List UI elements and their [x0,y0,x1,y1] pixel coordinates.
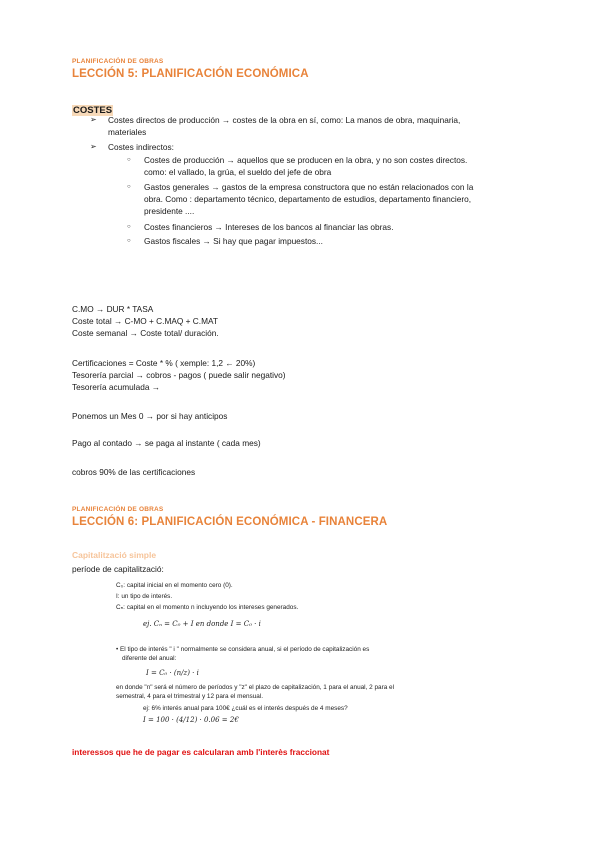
sub-list-item [144,181,544,217]
lesson6-title: LECCIÓN 6: PLANIFICACIÓN ECONÓMICA - FINANCERA [72,516,388,528]
list-item [108,141,174,153]
example-line: ej: 6% interés anual para 100€ ¿cuál es el interés después de 4 meses? [143,705,348,712]
certification-notes [72,357,286,393]
capitalizacion-heading: Capitalització simple [72,550,157,560]
periodo-label: període de capitalització: [72,564,164,574]
formula-line: Coste total → C-MO + C.MAQ + C.MAT [72,316,218,326]
list-item-line: Costes de producción → aquellos que se producen en la obra, y no son costes directos. [144,155,468,165]
mes0-note: Ponemos un Mes 0 → por si hay anticipos [72,411,228,421]
section1-kicker: PLANIFICACIÓN DE OBRAS [72,58,164,65]
list-item-line: Costes directos de producción → costes de la obra en sí, como: La manos de obra, maquinaria, [108,115,461,125]
formula-line: C.MO → DUR * TASA [72,304,154,314]
red-note: interessos que he de pagar es calcularan amb l'interès fraccionat [72,747,330,757]
definition-line: I: un tipo de interés. [116,593,173,600]
costes-label: COSTES [73,105,113,116]
cobros-note: cobros 90% de las certificaciones [72,467,196,477]
note-line: semestral, 4 para el trimestral y 12 para el mensual. [116,693,264,700]
note-line: • El tipo de interés " i " normalmente se considera anual, si el período de capitalización es [116,646,370,653]
circle-marker: ○ [127,157,131,163]
definition-line: Cₙ: capital en el momento n incluyendo los intereses generados. [116,604,299,611]
list-item-line: presidente .... [144,206,195,216]
bullet-marker: ➢ [90,115,97,124]
list-item [108,114,538,138]
cost-formulas [72,303,219,339]
pago-note: Pago al contado → se paga al instante ( cada mes) [72,438,261,448]
note-line: Tesorería parcial → cobros - pagos ( puede salir negativo) [72,370,286,380]
definition-line: C₀: capital inicial en el momento cero (0). [116,582,233,589]
list-item-line: obra. Como : departamento técnico, departamento de estudios, departamento financiero, [144,194,472,204]
note-line: Certificaciones = Coste * % ( xemple: 1,2 ← 20%) [72,358,256,368]
list-item-line: Costes financieros → Intereses de los bancos al financiar las obras. [144,222,394,232]
interest-note [116,645,496,663]
where-note [116,683,536,701]
circle-marker: ○ [127,224,131,230]
note-line: Tesorería acumulada → [72,382,161,392]
list-item-line: Gastos fiscales → Si hay que pagar impuestos... [144,236,323,246]
lesson5-title: LECCIÓN 5: PLANIFICACIÓN ECONÓMICA [72,68,309,80]
equation-1: ej. Cₙ = C₀ + I en donde I = C₀ · i [143,620,261,628]
sub-list-item [144,221,544,233]
bullet-marker: ➢ [90,142,97,151]
definitions [116,581,496,612]
sub-list-item [144,154,544,178]
note-line: diferente del anual: [122,655,177,662]
sub-list-item [144,235,544,247]
section2-kicker: PLANIFICACIÓN DE OBRAS [72,506,164,513]
list-item-line: materiales [108,127,147,137]
formula-line: Coste semanal → Coste total/ duración. [72,328,219,338]
circle-marker: ○ [127,238,131,244]
equation-2: I = C₀ · (n/z) · i [146,669,199,677]
list-item-line: Gastos generales → gastos de la empresa constructora que no están relacionados con la [144,182,474,192]
list-item-line: Costes indirectos: [108,142,174,152]
equation-3: I = 100 · (4/12) · 0.06 = 2€ [143,716,239,724]
circle-marker: ○ [127,184,131,190]
note-line: en donde "n" será el número de períodos y "z" el plazo de capitalización, 1 para el anual, 2 para el [116,684,395,691]
list-item-line: como: el vallado, la grúa, el sueldo del jefe de obra [144,167,332,177]
